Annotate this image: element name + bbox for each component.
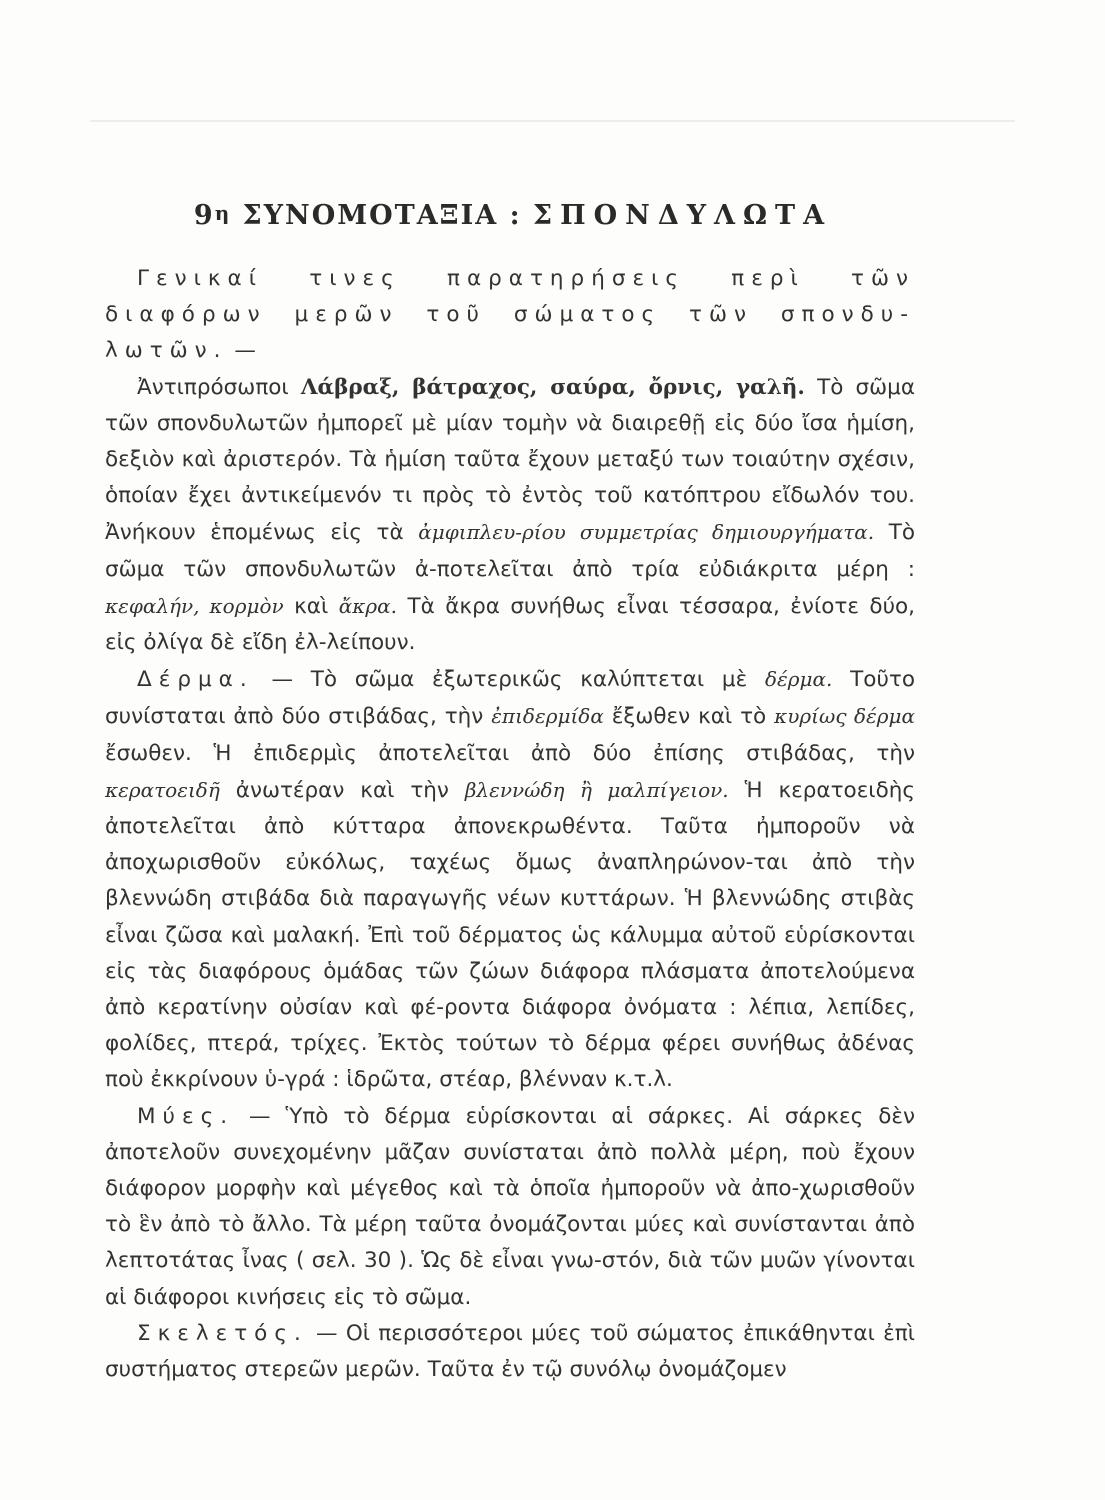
bleed-through-line	[90, 120, 1015, 122]
chapter-title	[105, 200, 915, 231]
title-ordinal: η	[214, 201, 232, 225]
italic-run: ἄκρα.	[338, 593, 397, 618]
text-run: Τὸ σῶμα τῶν σπονδυλωτῶν ἠμπορεῖ μὲ μίαν τομὴν νὰ διαιρεθῇ εἰς δύο ἴσα ἡμίση, δεξιὸν καὶ ἀριστερόν. Τὰ ἡμίση ταῦτα ἔχουν μεταξύ των τοιαύτην σχέσιν, ὁποίαν ἔχει ἀντικείμενόν τι πρὸς τὸ ἐντὸς τοῦ κατόπτρου εἴδωλόν του. Ἀνήκουν ἑπομένως εἰς τὰ	[105, 374, 915, 546]
text-run: Τοῦτο συνίσταται ἀπὸ δύο στιβάδας, τὴν	[105, 667, 915, 730]
bold-animals: Λάβραξ, βάτραχος, σαύρα, ὄρνις, γαλῆ.	[300, 374, 805, 400]
text-run: — Ὑπὸ τὸ δέρμα εὑρίσκονται αἱ σάρκες. Αἱ σάρκες δὲν ἀποτελοῦν συνεχομένην μᾶζαν συνίσταται ἀπὸ πολλὰ μέρη, ποὺ ἔχουν διάφορον μορφὴν καὶ μέγεθος καὶ τὰ ὁποῖα ἠμποροῦν νὰ ἀπο-χωρισθοῦν τὸ ἓν ἀπὸ τὸ ἄλλο. Τὰ μέρη ταῦτα ὀνομάζονται μύες καὶ συνίστανται ἀπὸ λεπτοτάτας ἶνας ( σελ. 30 ). Ὡς δὲ εἶναι γνω-στόν, διὰ τῶν μυῶν γίνονται αἱ διάφοροι κινήσεις εἰς τὸ σῶμα.	[105, 1103, 915, 1310]
text-run: Τὸ σῶμα τῶν σπονδυλωτῶν ἀ-ποτελεῖται ἀπὸ τρία εὐδιάκριτα μέρη :	[105, 520, 916, 582]
text-run: Ἡ κερατοειδὴς ἀποτελεῖται ἀπὸ κύτταρα ἀπονεκρωθέντα. Ταῦτα ἠμποροῦν νὰ ἀποχωρισθοῦν εὐκόλως, ταχέως ὅμως ἀναπληρώνον-ται ἀπὸ τὴν βλεννώδη στιβάδα διὰ παραγωγῆς νέων κυττάρων. Ἡ βλεννώδης στιβὰς εἶναι ζῶσα καὶ μαλακή. Ἐπὶ τοῦ δέρματος ὡς κάλυμμα αὐτοῦ εὑρίσκονται εἰς τὰς διαφόρους ὁμάδας τῶν ζώων διάφορα πλάσματα ἀποτελούμενα ἀπὸ κερατίνην οὐσίαν καὶ φέ-ροντα διάφορα ὀνόματα : λέπια, λεπίδες, φολίδες, πτερά, τρίχες. Ἐκτὸς τούτων τὸ δέρμα φέρει συνήθως ἀδένας ποὺ ἐκκρίνουν ὑ-γρά : ἱδρῶτα, στέαρ, βλένναν κ.τ.λ.	[105, 777, 915, 1093]
section-heading-dash: —	[227, 338, 256, 364]
text-run: ἀνωτέραν καὶ τὴν	[219, 777, 465, 803]
italic-run: κερατοειδῆ	[105, 777, 220, 802]
subheading-skeleton: Σκελετός.	[137, 1320, 308, 1346]
italic-run: βλεννώδη ἢ μαλπίγειον.	[464, 777, 729, 802]
italic-run: ἀμφιπλευ-ρίου συμμετρίας δημιουργήματα.	[418, 520, 875, 545]
subheading-muscles: Μύες.	[137, 1103, 235, 1129]
italic-run: κυρίως δέρμα	[774, 704, 916, 729]
text-run: Ἀντιπρόσωποι	[137, 374, 301, 400]
italic-run: ἐπιδερμίδα	[491, 704, 604, 729]
italic-run: δέρμα.	[764, 667, 833, 692]
italic-run: κεφαλήν, κορμὸν	[105, 593, 284, 618]
title-main: ΣΥΝΟΜΟΤΑΞΙΑ :	[242, 200, 534, 231]
subheading-skin: Δέρμα.	[137, 667, 254, 693]
book-page	[105, 200, 915, 1388]
paragraph-representatives	[105, 370, 915, 662]
text-run: — Οἱ περισσότεροι μύες τοῦ σώματος ἐπικάθηνται ἐπὶ συστήματος στερεῶν μερῶν. Ταῦτα ἐν τῷ συνόλῳ ὀνομάζομεν	[105, 1320, 915, 1383]
text-run: Τὰ ἄκρα συνήθως εἶναι τέσσαρα, ἐνίοτε δύο, εἰς ὀλίγα δὲ εἴδη ἐλ-λείπουν.	[105, 593, 915, 656]
paragraph-skeleton	[105, 1316, 915, 1388]
paragraph-muscles	[105, 1099, 915, 1316]
section-heading	[105, 261, 915, 370]
title-spaced: ΣΠΟΝΔΥΛΩΤΑ	[533, 200, 833, 231]
text-run: — Τὸ σῶμα ἐξωτερικῶς καλύπτεται μὲ	[253, 667, 765, 693]
text-run: ἔξωθεν καὶ τὸ	[603, 704, 775, 730]
text-run: καὶ	[283, 593, 339, 619]
title-number: 9	[193, 200, 215, 231]
text-run: ἔσωθεν. Ἡ ἐπιδερμὶς ἀποτελεῖται ἀπὸ δύο ἐπίσης στιβάδας, τὴν	[105, 740, 915, 766]
paragraph-skin	[105, 661, 915, 1098]
section-heading-text: Γενικαί τινες παρατηρήσεις περὶ τῶν διαφόρων μερῶν τοῦ σώματος τῶν σπονδυ-λωτῶν.	[105, 266, 915, 364]
